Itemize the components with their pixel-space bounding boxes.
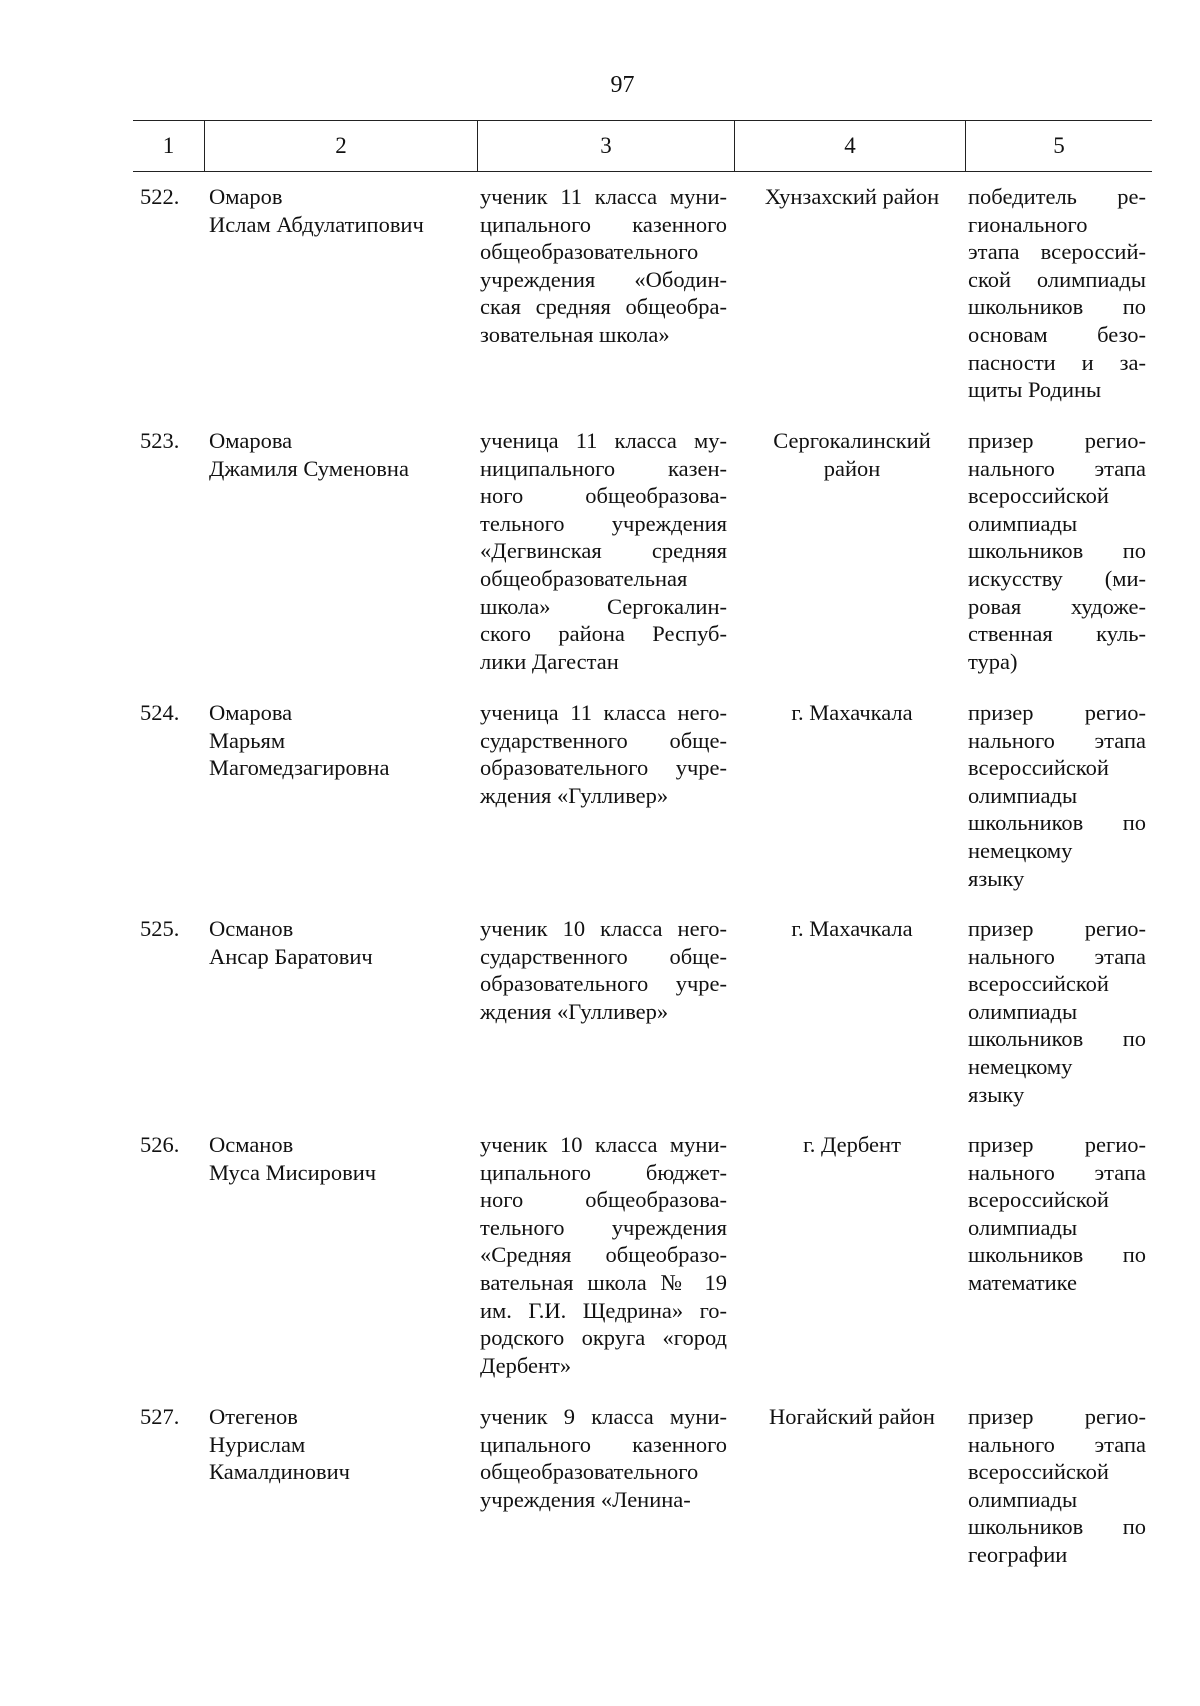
institution	[480, 183, 727, 349]
institution-line: общеобразовательного	[480, 1459, 699, 1485]
participant-name-line: Османов	[209, 1132, 294, 1157]
award-line: призер регио-	[968, 428, 1146, 453]
award-line: немецкому	[968, 837, 1073, 863]
row-number: 527.	[140, 1404, 180, 1429]
institution-line: общеобразовательная	[480, 565, 688, 591]
institution-line: «Средняя общеобразо-	[480, 1242, 727, 1268]
award-line: олимпиады	[968, 510, 1078, 536]
institution	[480, 427, 727, 675]
header-cell-4: 4	[735, 121, 966, 171]
participant-name	[209, 427, 459, 482]
award-line: всероссийской	[968, 1459, 1109, 1485]
participant-name-line: Османов	[209, 916, 294, 941]
award-line: школьников по	[968, 1514, 1146, 1540]
award-line: гионального	[968, 211, 1088, 237]
award-line: всероссийской	[968, 483, 1109, 509]
award-line: тура)	[968, 648, 1018, 674]
award	[968, 699, 1146, 892]
participant-name-line: Отегенов	[209, 1404, 298, 1429]
district	[742, 1131, 962, 1159]
district-line: Сергокалинский	[773, 428, 931, 453]
row-number: 525.	[140, 916, 180, 941]
award-line: олимпиады	[968, 782, 1078, 808]
award-line: ровая художе-	[968, 593, 1146, 619]
participant-name-line: Омарова	[209, 700, 293, 725]
award-line: призер регио-	[968, 1404, 1146, 1429]
award-line: языку	[968, 1081, 1025, 1107]
participant-name-line: Джамиля Суменовна	[209, 455, 409, 481]
participant-name	[209, 1131, 459, 1186]
award-line: олимпиады	[968, 1486, 1078, 1512]
institution-line: лики Дагестан	[480, 648, 619, 674]
institution-line: ципального казенного	[480, 1431, 727, 1457]
institution-line: вательная школа № 19	[480, 1269, 727, 1295]
institution	[480, 699, 727, 809]
header-cell-1: 1	[133, 121, 205, 171]
participant-name-line: Магомедзагировна	[209, 755, 390, 781]
institution-line: ждения «Гулливер»	[480, 998, 669, 1024]
award-line: олимпиады	[968, 1214, 1078, 1240]
institution-line: ученик 10 класса него-	[480, 916, 727, 941]
award-line: искусству (ми-	[968, 565, 1146, 591]
institution-line: родского округа «город	[480, 1325, 727, 1351]
award	[968, 183, 1146, 404]
participant-name	[209, 915, 459, 970]
award-line: призер регио-	[968, 1132, 1146, 1157]
award-line: нального этапа	[968, 943, 1146, 969]
award-line: математике	[968, 1269, 1078, 1295]
award-line: школьников по	[968, 1026, 1146, 1052]
institution-line: им. Г.И. Щедрина» го-	[480, 1297, 727, 1323]
institution-line: ниципального казен-	[480, 455, 727, 481]
institution-line: ученик 9 класса муни-	[480, 1404, 727, 1429]
participant-name-line: Омарова	[209, 428, 293, 453]
award-line: олимпиады	[968, 998, 1078, 1024]
participant-name	[209, 183, 459, 238]
district-line: Ногайский район	[769, 1404, 935, 1429]
award	[968, 915, 1146, 1108]
award-line: нального этапа	[968, 727, 1146, 753]
institution-line: учреждения «Ленина-	[480, 1486, 691, 1512]
award-line: всероссийской	[968, 755, 1109, 781]
award-line: пасности и за-	[968, 349, 1146, 375]
district-line: район	[823, 455, 881, 481]
institution-line: ного общеобразова-	[480, 1187, 727, 1213]
institution-line: общеобразовательного	[480, 239, 699, 265]
institution-line: Дербент»	[480, 1352, 572, 1378]
award-line: щиты Родины	[968, 377, 1102, 403]
institution-line: ного общеобразова-	[480, 483, 727, 509]
award-line: ственная куль-	[968, 621, 1146, 647]
award-line: географии	[968, 1541, 1068, 1567]
award	[968, 427, 1146, 675]
institution	[480, 915, 727, 1025]
award	[968, 1403, 1146, 1569]
district	[742, 699, 962, 727]
institution-line: школа» Сергокалин-	[480, 593, 727, 619]
participant-name-line: Муса Мисирович	[209, 1159, 377, 1185]
participant-name-line: Нурислам	[209, 1431, 306, 1457]
award-line: школьников по	[968, 294, 1146, 320]
institution-line: сударственного обще-	[480, 727, 727, 753]
participant-name-line: Ислам Абдулатипович	[209, 211, 424, 237]
district-line: г. Махачкала	[791, 700, 913, 725]
award-line: нального этапа	[968, 455, 1146, 481]
district-line: Хунзахский район	[764, 184, 940, 209]
header-cell-5: 5	[1053, 133, 1065, 158]
participant-name-line: Марьям	[209, 727, 286, 753]
award-line: школьников по	[968, 538, 1146, 564]
institution-line: образовательного учре-	[480, 971, 727, 997]
institution-line: ученица 11 класса му-	[480, 428, 727, 453]
institution-line: зовательная школа»	[480, 321, 670, 347]
award-line: победитель ре-	[968, 184, 1146, 209]
institution-line: образовательного учре-	[480, 755, 727, 781]
institution-line: ученик 11 класса муни-	[480, 184, 727, 209]
district	[742, 915, 962, 943]
participant-name-line: Ансар Баратович	[209, 943, 373, 969]
institution-line: ская средняя общеобра-	[480, 294, 727, 320]
district-line: г. Махачкала	[791, 916, 913, 941]
award	[968, 1131, 1146, 1297]
institution-line: ципального казенного	[480, 211, 727, 237]
institution-line: ученица 11 класса него-	[480, 700, 727, 725]
institution-line: тельного учреждения	[480, 510, 727, 536]
participant-name	[209, 1403, 459, 1486]
award-line: нального этапа	[968, 1431, 1146, 1457]
header-cell-3: 3	[478, 121, 735, 171]
institution-line: ученик 10 класса муни-	[480, 1132, 727, 1157]
award-line: этапа всероссий-	[968, 239, 1146, 265]
award-line: всероссийской	[968, 1187, 1109, 1213]
award-line: ской олимпиады	[968, 266, 1146, 292]
row-number: 522.	[140, 184, 180, 209]
institution-line: учреждения «Ободин-	[480, 266, 727, 292]
award-line: призер регио-	[968, 700, 1146, 725]
district	[742, 183, 962, 211]
institution	[480, 1131, 727, 1379]
institution-line: ципального бюджет-	[480, 1159, 727, 1185]
institution-line: ждения «Гулливер»	[480, 782, 669, 808]
participant-name	[209, 699, 459, 782]
institution-line: ского района Респуб-	[480, 621, 727, 647]
participant-name-line: Омаров	[209, 184, 283, 209]
row-number: 523.	[140, 428, 180, 453]
institution-line: «Дегвинская средняя	[480, 538, 727, 564]
header-cell-2: 2	[205, 121, 478, 171]
district	[742, 427, 962, 482]
institution	[480, 1403, 727, 1513]
award-line: основам безо-	[968, 321, 1146, 347]
row-number: 524.	[140, 700, 180, 725]
district-line: г. Дербент	[803, 1132, 901, 1157]
award-line: школьников по	[968, 1242, 1146, 1268]
page-number: 97	[610, 72, 635, 98]
institution-line: сударственного обще-	[480, 943, 727, 969]
district	[742, 1403, 962, 1431]
award-line: призер регио-	[968, 916, 1146, 941]
institution-line: тельного учреждения	[480, 1214, 727, 1240]
row-number: 526.	[140, 1132, 180, 1157]
award-line: всероссийской	[968, 971, 1109, 997]
award-line: немецкому	[968, 1053, 1073, 1079]
award-line: школьников по	[968, 810, 1146, 836]
table-header-row	[133, 120, 1152, 172]
award-line: языку	[968, 865, 1025, 891]
award-line: нального этапа	[968, 1159, 1146, 1185]
participant-name-line: Камалдинович	[209, 1459, 350, 1485]
